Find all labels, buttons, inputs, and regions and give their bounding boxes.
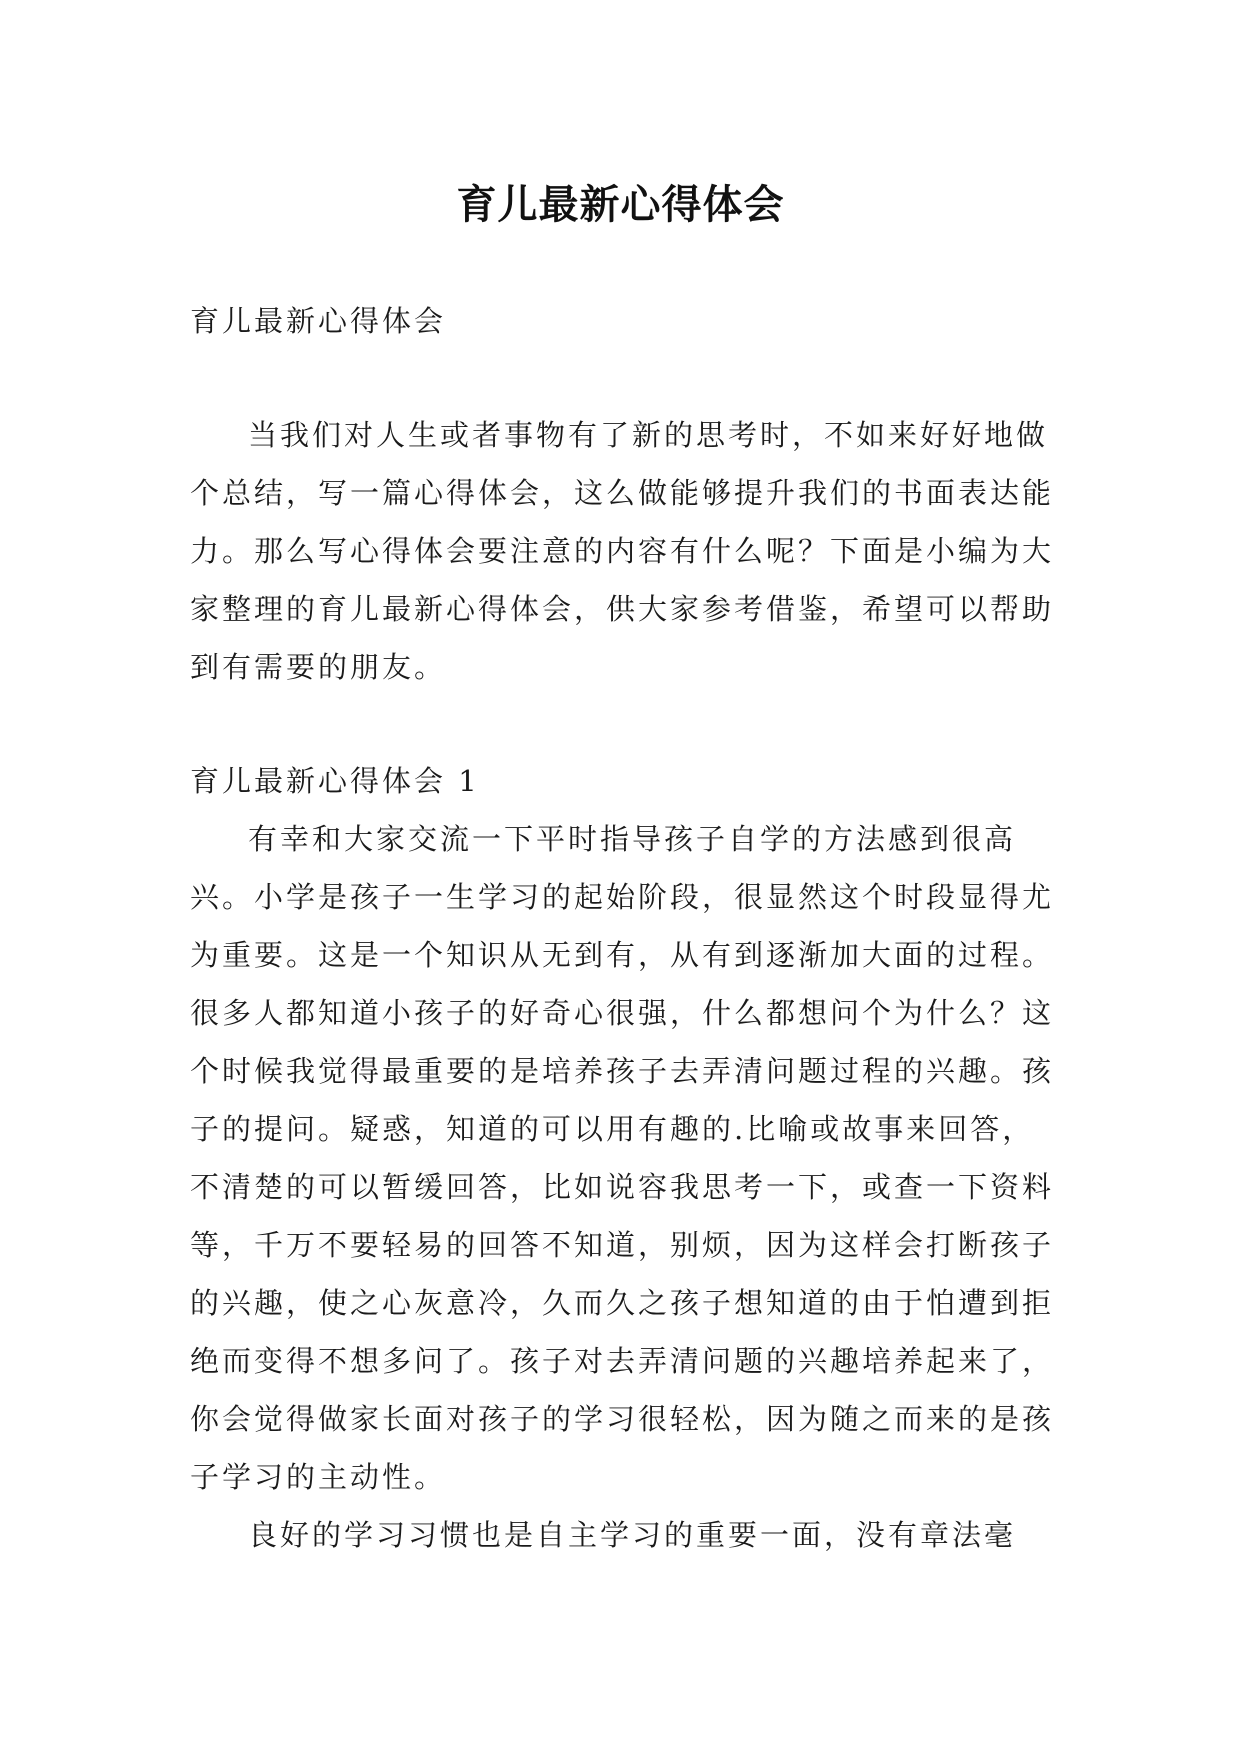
body-paragraph: 良好的学习习惯也是自主学习的重要一面，没有章法毫 xyxy=(248,1518,1017,1552)
document-title: 育儿最新心得体会 xyxy=(456,181,785,228)
intro-paragraph: 当我们对人生或者事物有了新的思考时，不如来好好地做个总结，写一篇心得体会，这么做能够提升我们的书面表达能力。那么写心得体会要注意的内容有什么呢？下面是小编为大家整理的育儿最新心得体会，供大家参考借鉴，希望可以帮助到有需要的朋友。 xyxy=(190,418,1055,684)
document-body xyxy=(190,292,1060,1564)
section-heading: 育儿最新心得体会 1 xyxy=(190,764,480,798)
body-paragraph: 有幸和大家交流一下平时指导孩子自学的方法感到很高兴。小学是孩子一生学习的起始阶段，很显然这个时段显得尤为重要。这是一个知识从无到有，从有到逐渐加大面的过程。很多人都知道小孩子的好奇心很强，什么都想问个为什么？这个时候我觉得最重要的是培养孩子去弄清问题过程的兴趣。孩子的提问。疑惑，知道的可以用有趣的.比喻或故事来回答，不清楚的可以暂缓回答，比如说容我思考一下，或查一下资料等，千万不要轻易的回答不知道，别烦，因为这样会打断孩子的兴趣，使之心灰意冷，久而久之孩子想知道的由于怕遭到拒绝而变得不想多问了。孩子对去弄清问题的兴趣培养起来了，你会觉得做家长面对孩子的学习很轻松，因为随之而来的是孩子学习的主动性。 xyxy=(190,822,1055,1494)
document-subtitle: 育儿最新心得体会 xyxy=(190,304,447,338)
